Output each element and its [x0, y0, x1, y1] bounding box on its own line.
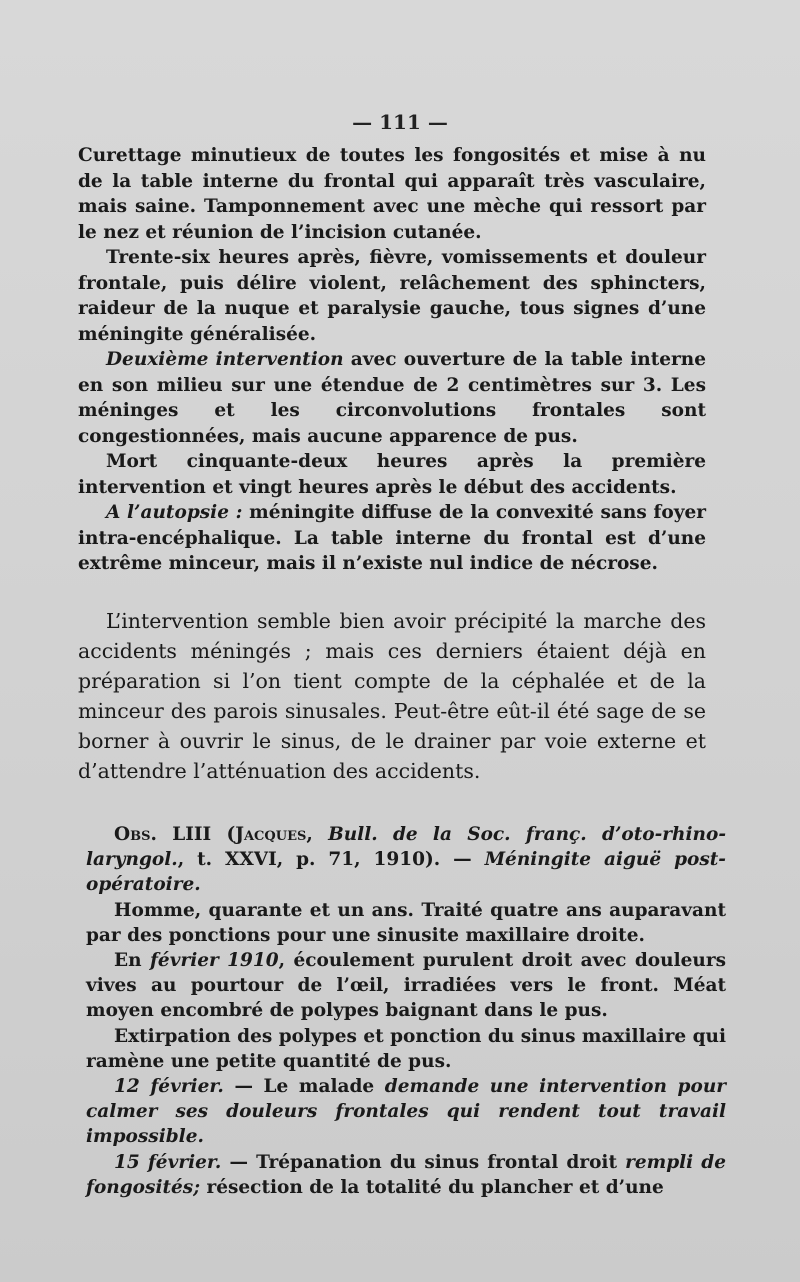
- second-intervention-text: avec ouverture de la table interne en son milieu sur une étendue de 2 centimètres sur 3. Les méninges et les circonvolutions frontales sont congestionnées, mais aucune apparence de pus.: [78, 349, 706, 447]
- autopsy-heading: A l’autopsie :: [106, 502, 243, 523]
- observation-header: [86, 822, 726, 898]
- commentary-section: [78, 606, 706, 786]
- journal-reference: , t. XXVI, p. 71, 1910). —: [177, 849, 485, 871]
- date-feb-12: 12 février.: [114, 1076, 224, 1098]
- feb-12-text: demande une intervention pour calmer ses douleurs frontales qui rendent tout travail impossible.: [86, 1076, 727, 1148]
- feb-15-text: — Trépanation du sinus frontal droit: [221, 1151, 626, 1173]
- second-intervention-heading: Deuxième intervention: [106, 349, 344, 370]
- commentary-paragraph: L’intervention semble bien avoir précipité la marche des accidents méningés ; mais ces derniers étaient déjà en préparation si l’on tient compte de la céphalée et de la minceur des parois sinusales. Peut-être eût-il été sage de se borner à ouvrir le sinus, de le drainer par voie externe et d’attendre l’atténuation des accidents.: [78, 609, 706, 783]
- february-prefix: En: [114, 950, 150, 972]
- paragraph-second-intervention: [78, 347, 706, 449]
- feb-15-italic: rempli de fongosités;: [86, 1151, 727, 1198]
- paragraph-death: Mort cinquante-deux heures après la première intervention et vingt heures après le début des accidents.: [78, 451, 706, 498]
- february-date: février 1910: [149, 950, 279, 972]
- page-number: — 111 —: [352, 110, 448, 134]
- separator-comma: ,: [306, 824, 329, 845]
- feb-15-rest: résection de la totalité du plancher et d’une: [200, 1176, 664, 1198]
- paren-open: (: [211, 824, 236, 845]
- paragraph-patient: Homme, quarante et un ans. Traité quatre ans auparavant par des ponctions pour une sinusite maxillaire droite.: [86, 899, 726, 946]
- observation-label: Obs. LIII: [114, 824, 212, 845]
- paragraph-symptoms: Trente-six heures après, fièvre, vomissements et douleur frontale, puis délire violent, relâchement des sphincters, raideur de la nuque et paralysie gauche, tous signes d’une méningite généralisée.: [78, 247, 706, 345]
- paragraph-february: [86, 948, 726, 1024]
- case-lii-conclusion: [78, 143, 706, 577]
- diagnosis-title: Méningite aiguë post-opératoire.: [86, 849, 726, 896]
- paragraph-february-15: [86, 1150, 726, 1200]
- paragraph-extirpation: Extirpation des polypes et ponction du sinus maxillaire qui ramène une petite quantité de pus.: [86, 1025, 726, 1072]
- author-name: Jacques: [235, 824, 307, 845]
- paragraph-autopsy: [78, 500, 706, 577]
- autopsy-text: méningite diffuse de la convexité sans foyer intra-encéphalique. La table interne du frontal est d’une extrême minceur, mais il n’existe nul indice de nécrose.: [78, 502, 706, 574]
- case-liii: [86, 822, 726, 1200]
- paragraph-february-12: [86, 1074, 726, 1150]
- february-text: , écoulement purulent droit avec douleurs vives au pourtour de l’œil, irradiées vers le front. Méat moyen encombré de polypes baignant dans le pus.: [86, 950, 726, 1022]
- paragraph-curettage: Curettage minutieux de toutes les fongosités et mise à nu de la table interne du frontal qui apparaît très vasculaire, mais saine. Tamponnement avec une mèche qui ressort par le nez et réunion de l’incision cutanée.: [78, 145, 706, 243]
- journal-title: Bull. de la Soc. franç. d’oto-rhino-laryngol.: [86, 824, 726, 871]
- date-feb-15: 15 février.: [114, 1151, 222, 1173]
- feb-12-dash: — Le malade: [223, 1076, 385, 1098]
